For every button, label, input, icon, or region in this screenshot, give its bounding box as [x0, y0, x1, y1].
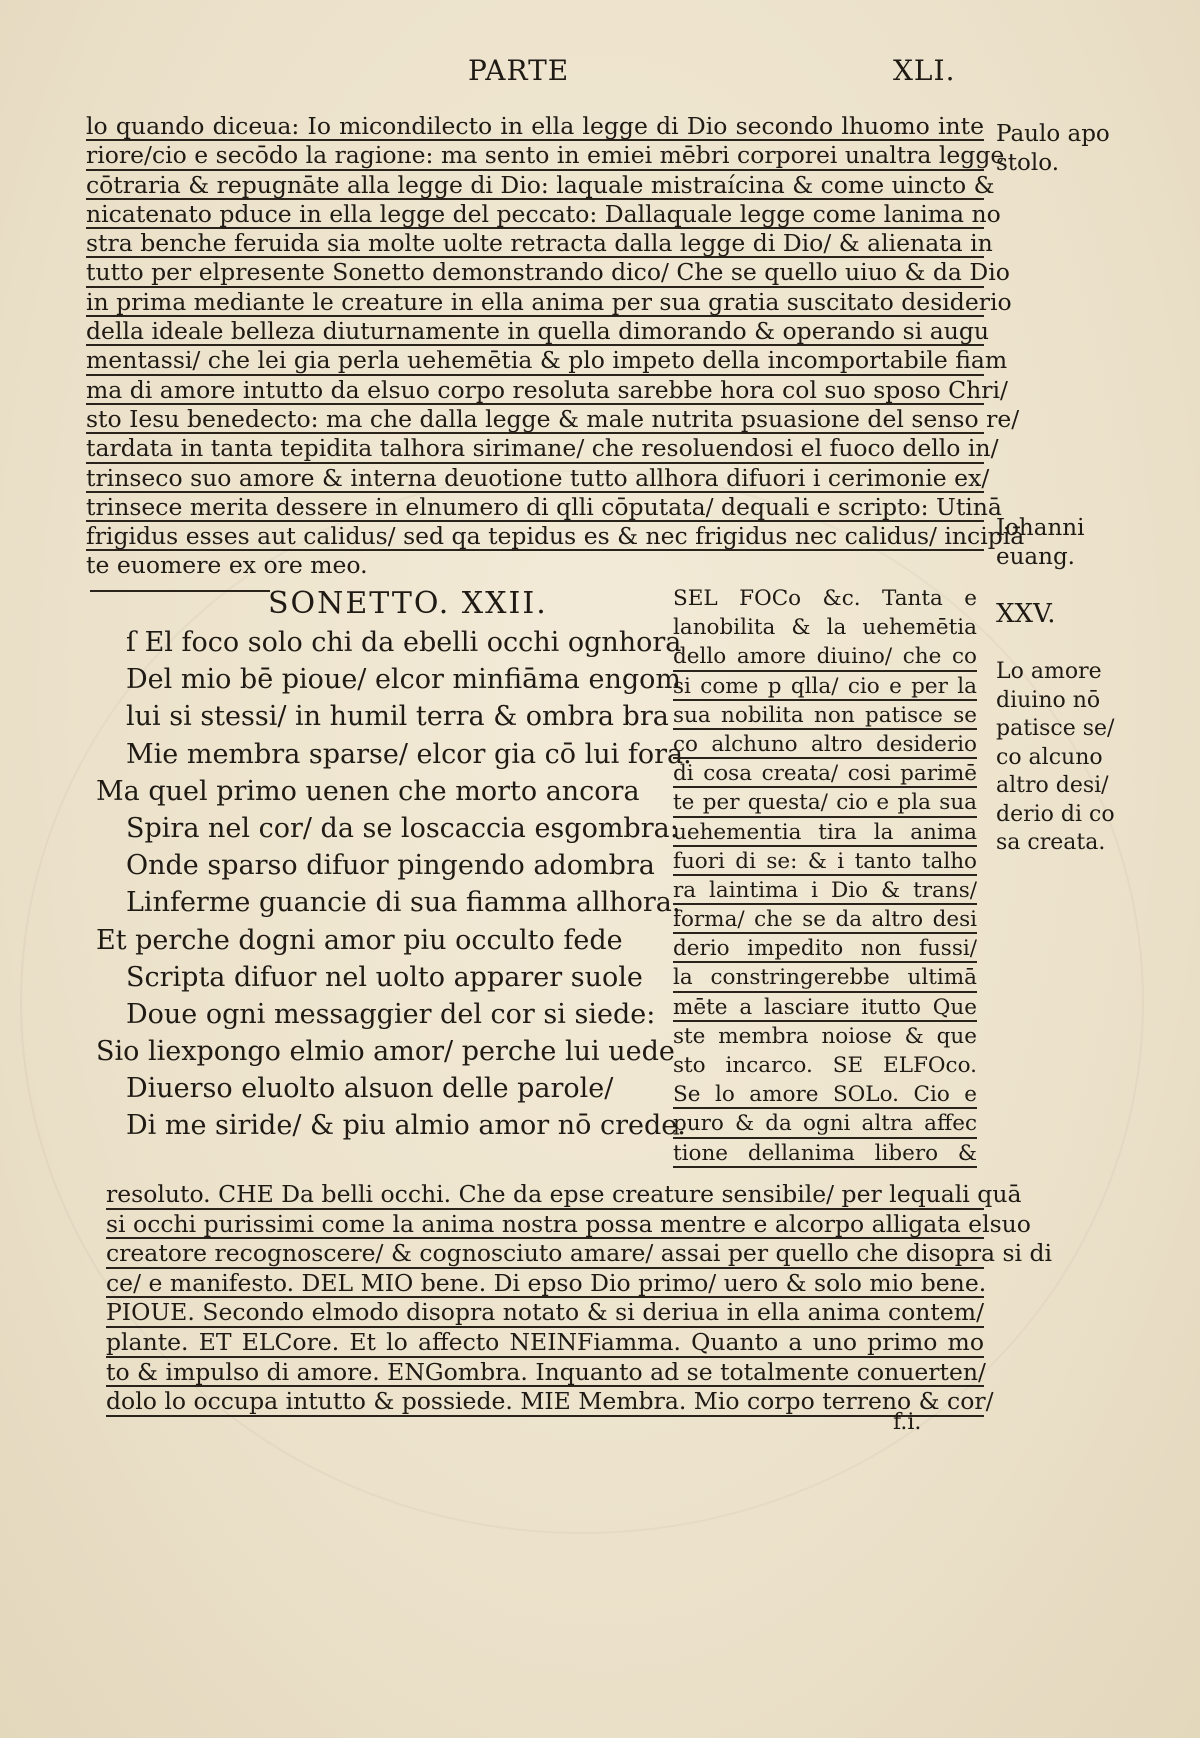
commentary-line: di cosa creata/ cosi parimē — [673, 759, 977, 788]
verse-line: Diuerso eluolto alsuon delle parole/ — [126, 1073, 614, 1105]
margin-note-amore — [996, 658, 1115, 858]
margin-note-line: diuino nō — [996, 687, 1101, 713]
margin-note-line: Iohanni — [996, 515, 1085, 541]
verse-line: Et perche dogni amor piu occulto fede — [96, 924, 623, 956]
text-line: tardata in tanta tepidita talhora sirimane/ che resoluendosi el fuoco dello in/ — [86, 434, 999, 463]
text-line: trinseco suo amore & interna deuotione tutto allhora difuori i cerimonie ex/ — [86, 463, 990, 492]
verse-line: Doue ogni messaggier del cor si siede: — [126, 998, 656, 1030]
text-line: della ideale belleza diuturnamente in quella dimorando & operando si augu — [86, 317, 990, 346]
margin-note-line: co alcuno — [996, 744, 1103, 770]
commentary-line: SEL FOCo &c. Tanta e — [673, 586, 977, 611]
text-line: mentassi/ che lei gia perla uehemētia & plo impeto della incomportabile fiam — [86, 346, 1008, 375]
verse-line: Ma quel primo uenen che morto ancora — [96, 775, 640, 807]
verse-line: Linferme guancie di sua fiamma allhora. — [126, 887, 681, 919]
commentary-line: si come p qlla/ cio e per la — [673, 672, 977, 701]
text-line: plante. ET ELCore. Et lo affecto NEINFiamma. Quanto a uno primo mo — [106, 1327, 984, 1356]
commentary-line: co alchuno altro desiderio — [673, 730, 977, 759]
margin-note-line: euang. — [996, 544, 1075, 570]
signature-mark: f.i. — [893, 1410, 922, 1435]
commentary-bottom-block — [106, 1180, 1053, 1417]
margin-note-paulo — [996, 120, 1110, 178]
text-line: lo quando diceua: Io micondilecto in ella legge di Dio secondo lhuomo inte — [86, 112, 984, 140]
commentary-line: puro & da ogni altra affec — [673, 1109, 977, 1138]
commentary-line: Se lo amore SOLo. Cio e — [673, 1080, 977, 1109]
margin-note-line: Lo amore — [996, 659, 1102, 684]
margin-section-number: XXV. — [996, 599, 1056, 629]
margin-note-line: altro desi/ — [996, 773, 1109, 798]
sonnet-title: SONETTO. XXII. — [268, 586, 548, 621]
commentary-line: uehementia tira la anima — [673, 818, 977, 847]
commentary-column — [673, 584, 977, 1168]
margin-note-line: sa creata. — [996, 830, 1106, 855]
text-line: sto Iesu benedecto: ma che dalla legge & male nutrita psuasione del senso re/ — [86, 404, 1020, 433]
commentary-line: ra laintima i Dio & trans/ — [673, 876, 977, 905]
running-head — [0, 54, 1200, 94]
margin-note-line: stolo. — [996, 150, 1060, 176]
commentary-top-block — [86, 112, 1025, 581]
commentary-line: sto incarco. SE ELFOco. — [673, 1053, 977, 1078]
text-line: riore/cio e secōdo la ragione: ma sento in emiei mēbri corporei unaltra legge — [86, 141, 1005, 170]
verse-line: Sio liexpongo elmio amor/ perche lui uede — [96, 1036, 675, 1068]
verse-line: lui si stessi/ in humil terra & ombra bra — [126, 701, 669, 733]
text-line: frigidus esses aut calidus/ sed qa tepidus es & nec frigidus nec calidus/ incipiā — [86, 522, 1025, 551]
verse-line: Mie membra sparse/ elcor gia cō lui fora. — [126, 738, 692, 770]
text-line: ma di amore intutto da elsuo corpo resoluta sarebbe hora col suo sposo Chri/ — [86, 375, 1008, 404]
margin-note-iohanni — [996, 514, 1084, 572]
running-head-left: PARTE — [468, 54, 570, 87]
text-line: PIOUE. Secondo elmodo disopra notato & si deriua in ella anima contem/ — [106, 1298, 984, 1327]
margin-note-line: patisce se/ — [996, 716, 1115, 741]
commentary-line: tione dellanima libero & — [673, 1139, 977, 1168]
commentary-line: lanobilita & la uehemētia — [673, 615, 977, 641]
folio-number: XLI. — [893, 54, 956, 87]
commentary-line: ste membra noiose & que — [673, 1023, 977, 1049]
text-line: tutto per elpresente Sonetto demonstrando dico/ Che se quello uiuo & da Dio — [86, 258, 1010, 287]
text-line: in prima mediante le creature in ella anima per sua gratia suscitato desiderio — [86, 287, 1012, 316]
text-line: nicatenato pduce in ella legge del peccato: Dallaquale legge come lanima no — [86, 199, 1001, 228]
verse-line: Di me siride/ & piu almio amor nō crede. — [126, 1110, 686, 1142]
margin-note-line: derio di co — [996, 801, 1115, 827]
commentary-line: mēte a lasciare itutto Que — [673, 993, 977, 1022]
text-line: resoluto. CHE Da belli occhi. Che da epse creature sensibile/ per lequali quā — [106, 1180, 1022, 1208]
commentary-line: la constringerebbe ultimā — [673, 963, 977, 992]
text-line: to & impulso di amore. ENGombra. Inquanto ad se totalmente conuerten/ — [106, 1357, 986, 1386]
margin-note-line: Paulo apo — [996, 121, 1110, 147]
text-line: ce/ e manifesto. DEL MIO bene. Di epso Dio primo/ uero & solo mio bene. — [106, 1268, 987, 1297]
text-line: creatore recognoscere/ & cognosciuto amare/ assai per quello che disopra si di — [106, 1239, 1053, 1268]
commentary-line: te per questa/ cio e pla sua — [673, 788, 977, 817]
commentary-line: sua nobilita non patisce se — [673, 701, 977, 730]
commentary-line: fuori di se: & i tanto talho — [673, 847, 977, 876]
commentary-line: derio impedito non fussi/ — [673, 934, 977, 963]
verse-line: Onde sparso difuor pingendo adombra — [126, 850, 655, 882]
title-rule — [90, 590, 270, 592]
verse-line: Scripta difuor nel uolto apparer suole — [126, 961, 643, 993]
verse-line: Spira nel cor/ da se loscaccia esgombra: — [126, 812, 679, 844]
text-line: si occhi purissimi come la anima nostra possa mentre e alcorpo alligata elsuo — [106, 1209, 1031, 1238]
sonnet-verses — [96, 624, 692, 1145]
commentary-line: dello amore diuino/ che co — [673, 642, 977, 671]
text-line: trinsece merita dessere in elnumero di qlli cōputata/ dequali e scripto: Utinā — [86, 492, 1002, 521]
text-line: dolo lo occupa intutto & possiede. MIE Membra. Mio corpo terreno & cor/ — [106, 1387, 994, 1416]
verse-line: ſ El foco solo chi da ebelli occhi ognhora — [126, 627, 682, 658]
text-line: te euomere ex ore meo. — [86, 551, 368, 580]
commentary-line: forma/ che se da altro desi — [673, 905, 977, 934]
text-line: cōtraria & repugnāte alla legge di Dio: laquale mistraícina & come uincto & — [86, 170, 995, 199]
verse-line: Del mio bē pioue/ elcor minfiāma engom — [126, 664, 681, 696]
text-line: stra benche feruida sia molte uolte retracta dalla legge di Dio/ & alienata in — [86, 229, 993, 258]
